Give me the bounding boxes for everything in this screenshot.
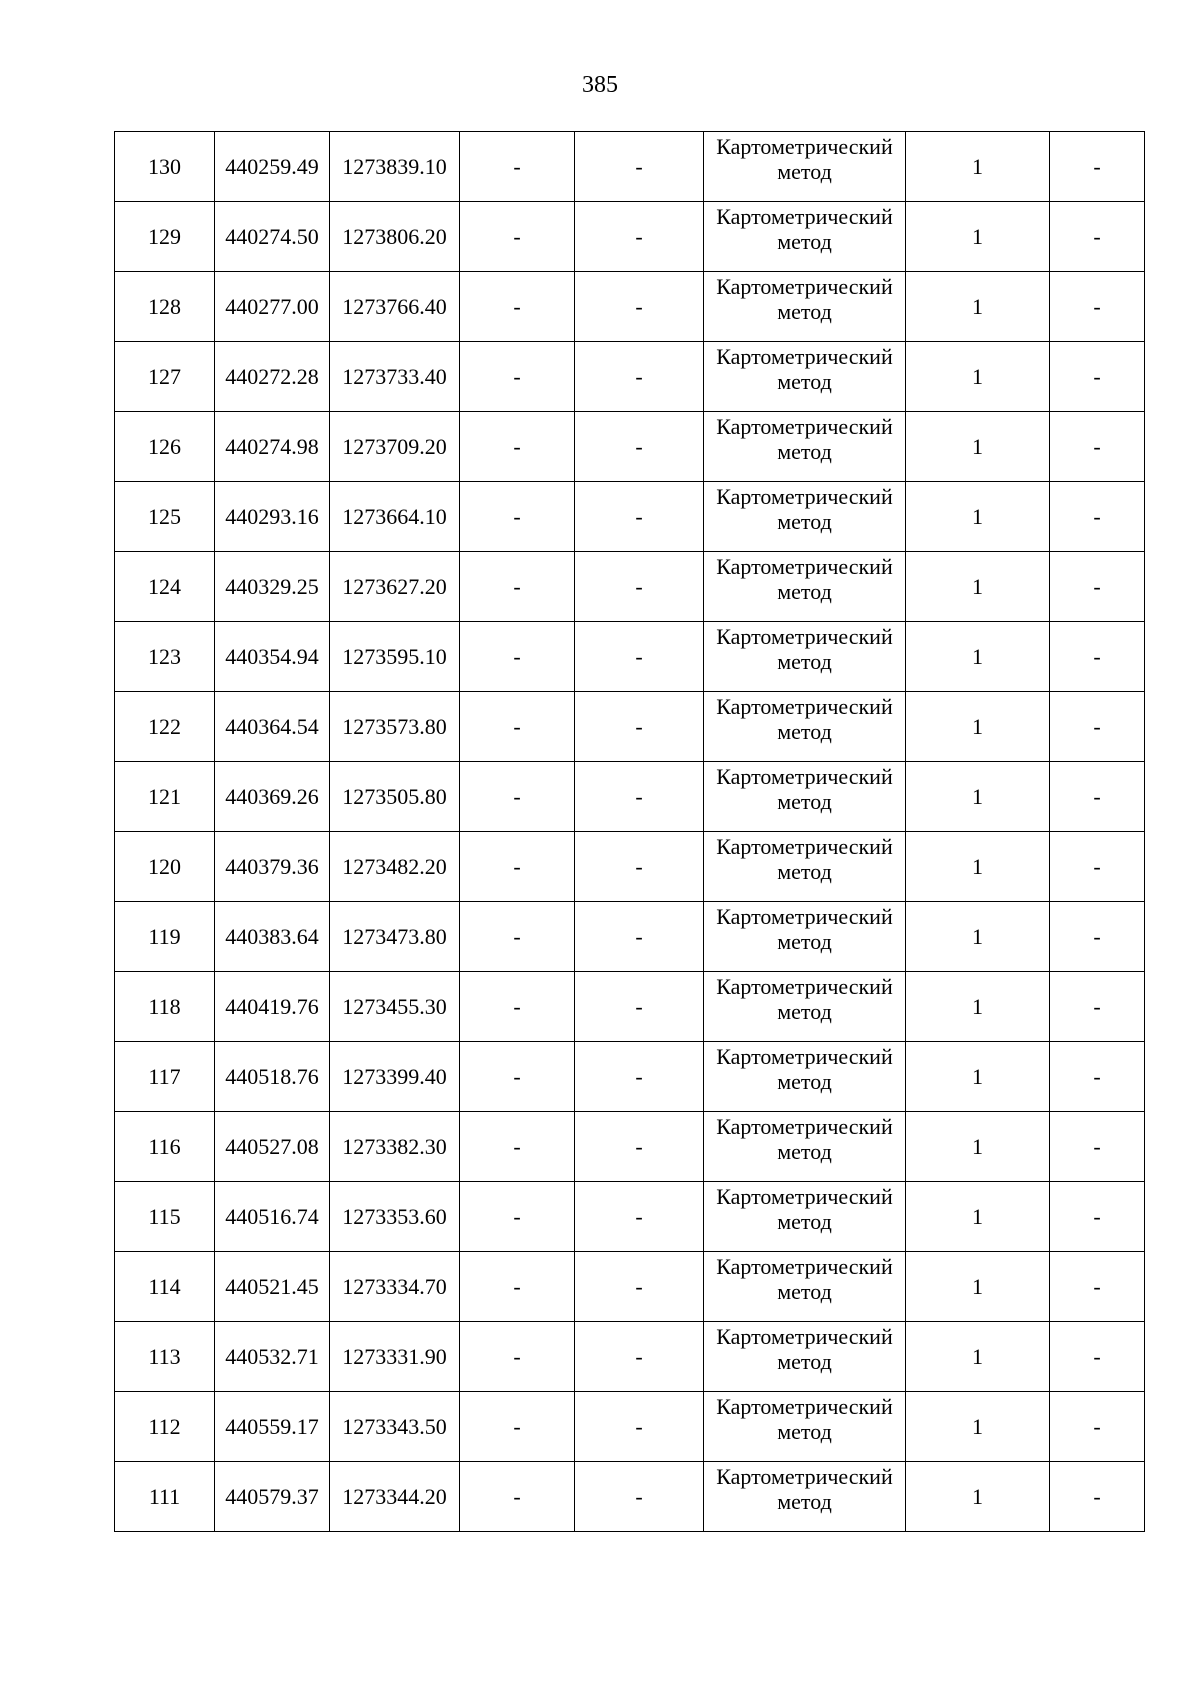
method-line-2: метод [777, 719, 832, 744]
column-5-cell: - [575, 1042, 704, 1112]
x-coordinate-cell: 440272.28 [215, 342, 330, 412]
method-cell [704, 1112, 906, 1182]
column-8-cell: - [1050, 1042, 1145, 1112]
method-cell [704, 902, 906, 972]
column-8-cell: - [1050, 1252, 1145, 1322]
method-line-1: Картометрический [716, 694, 893, 719]
method-cell [704, 1182, 906, 1252]
method-line-2: метод [777, 579, 832, 604]
y-coordinate-cell: 1273733.40 [330, 342, 460, 412]
column-5-cell: - [575, 1392, 704, 1462]
column-8-cell: - [1050, 1112, 1145, 1182]
method-line-1: Картометрический [716, 134, 893, 159]
column-4-cell: - [460, 972, 575, 1042]
method-line-1: Картометрический [716, 1114, 893, 1139]
method-line-2: метод [777, 1349, 832, 1374]
column-8-cell: - [1050, 1462, 1145, 1532]
column-5-cell: - [575, 972, 704, 1042]
column-8-cell: - [1050, 552, 1145, 622]
method-line-1: Картометрический [716, 1184, 893, 1209]
method-line-2: метод [777, 1139, 832, 1164]
column-5-cell: - [575, 692, 704, 762]
column-8-cell: - [1050, 132, 1145, 202]
x-coordinate-cell: 440329.25 [215, 552, 330, 622]
point-number-cell: 126 [115, 412, 215, 482]
method-line-2: метод [777, 439, 832, 464]
point-number-cell: 113 [115, 1322, 215, 1392]
point-number-cell: 116 [115, 1112, 215, 1182]
method-cell [704, 202, 906, 272]
method-line-1: Картометрический [716, 974, 893, 999]
method-cell [704, 1322, 906, 1392]
column-4-cell: - [460, 272, 575, 342]
column-5-cell: - [575, 1252, 704, 1322]
x-coordinate-cell: 440277.00 [215, 272, 330, 342]
method-cell [704, 272, 906, 342]
method-line-1: Картометрический [716, 344, 893, 369]
method-cell [704, 1462, 906, 1532]
column-4-cell: - [460, 482, 575, 552]
table-row [115, 482, 1145, 552]
column-5-cell: - [575, 1182, 704, 1252]
coordinates-table [114, 131, 1145, 1532]
column-7-cell: 1 [906, 202, 1050, 272]
y-coordinate-cell: 1273573.80 [330, 692, 460, 762]
table-row [115, 412, 1145, 482]
column-5-cell: - [575, 132, 704, 202]
x-coordinate-cell: 440259.49 [215, 132, 330, 202]
y-coordinate-cell: 1273353.60 [330, 1182, 460, 1252]
point-number-cell: 124 [115, 552, 215, 622]
table-row [115, 1252, 1145, 1322]
column-7-cell: 1 [906, 1042, 1050, 1112]
column-4-cell: - [460, 342, 575, 412]
column-7-cell: 1 [906, 1252, 1050, 1322]
column-7-cell: 1 [906, 762, 1050, 832]
column-7-cell: 1 [906, 342, 1050, 412]
column-7-cell: 1 [906, 1112, 1050, 1182]
column-5-cell: - [575, 202, 704, 272]
column-7-cell: 1 [906, 972, 1050, 1042]
point-number-cell: 127 [115, 342, 215, 412]
point-number-cell: 128 [115, 272, 215, 342]
column-5-cell: - [575, 482, 704, 552]
method-line-1: Картометрический [716, 1464, 893, 1489]
method-line-2: метод [777, 369, 832, 394]
column-8-cell: - [1050, 972, 1145, 1042]
table-row [115, 1182, 1145, 1252]
method-cell [704, 342, 906, 412]
method-line-1: Картометрический [716, 1324, 893, 1349]
table-row [115, 762, 1145, 832]
y-coordinate-cell: 1273473.80 [330, 902, 460, 972]
method-line-2: метод [777, 299, 832, 324]
point-number-cell: 130 [115, 132, 215, 202]
column-4-cell: - [460, 692, 575, 762]
method-line-2: метод [777, 509, 832, 534]
column-4-cell: - [460, 1462, 575, 1532]
point-number-cell: 123 [115, 622, 215, 692]
column-5-cell: - [575, 1462, 704, 1532]
method-cell [704, 1252, 906, 1322]
column-4-cell: - [460, 202, 575, 272]
column-4-cell: - [460, 1392, 575, 1462]
point-number-cell: 121 [115, 762, 215, 832]
column-8-cell: - [1050, 762, 1145, 832]
method-cell [704, 1042, 906, 1112]
column-7-cell: 1 [906, 552, 1050, 622]
column-5-cell: - [575, 832, 704, 902]
column-4-cell: - [460, 1042, 575, 1112]
column-5-cell: - [575, 552, 704, 622]
column-7-cell: 1 [906, 622, 1050, 692]
table-row [115, 1112, 1145, 1182]
page-number: 385 [582, 72, 618, 98]
table-row [115, 552, 1145, 622]
method-line-1: Картометрический [716, 624, 893, 649]
point-number-cell: 120 [115, 832, 215, 902]
y-coordinate-cell: 1273482.20 [330, 832, 460, 902]
method-line-2: метод [777, 859, 832, 884]
table-row [115, 272, 1145, 342]
column-5-cell: - [575, 412, 704, 482]
x-coordinate-cell: 440527.08 [215, 1112, 330, 1182]
method-line-1: Картометрический [716, 904, 893, 929]
point-number-cell: 112 [115, 1392, 215, 1462]
column-8-cell: - [1050, 412, 1145, 482]
x-coordinate-cell: 440274.50 [215, 202, 330, 272]
y-coordinate-cell: 1273806.20 [330, 202, 460, 272]
y-coordinate-cell: 1273455.30 [330, 972, 460, 1042]
method-cell [704, 482, 906, 552]
table-row [115, 1462, 1145, 1532]
point-number-cell: 122 [115, 692, 215, 762]
column-5-cell: - [575, 342, 704, 412]
table-row [115, 202, 1145, 272]
x-coordinate-cell: 440419.76 [215, 972, 330, 1042]
method-line-1: Картометрический [716, 1394, 893, 1419]
column-7-cell: 1 [906, 1182, 1050, 1252]
column-5-cell: - [575, 1322, 704, 1392]
column-4-cell: - [460, 132, 575, 202]
method-cell [704, 1392, 906, 1462]
x-coordinate-cell: 440364.54 [215, 692, 330, 762]
column-8-cell: - [1050, 902, 1145, 972]
table-row [115, 1042, 1145, 1112]
column-7-cell: 1 [906, 272, 1050, 342]
method-line-2: метод [777, 159, 832, 184]
y-coordinate-cell: 1273595.10 [330, 622, 460, 692]
column-8-cell: - [1050, 1182, 1145, 1252]
column-4-cell: - [460, 1252, 575, 1322]
column-7-cell: 1 [906, 692, 1050, 762]
table-row [115, 132, 1145, 202]
point-number-cell: 111 [115, 1462, 215, 1532]
method-line-2: метод [777, 1209, 832, 1234]
column-7-cell: 1 [906, 412, 1050, 482]
point-number-cell: 125 [115, 482, 215, 552]
method-cell [704, 832, 906, 902]
y-coordinate-cell: 1273627.20 [330, 552, 460, 622]
y-coordinate-cell: 1273664.10 [330, 482, 460, 552]
column-7-cell: 1 [906, 1462, 1050, 1532]
x-coordinate-cell: 440521.45 [215, 1252, 330, 1322]
column-8-cell: - [1050, 1322, 1145, 1392]
y-coordinate-cell: 1273344.20 [330, 1462, 460, 1532]
table-row [115, 832, 1145, 902]
method-line-2: метод [777, 1419, 832, 1444]
column-7-cell: 1 [906, 132, 1050, 202]
column-5-cell: - [575, 272, 704, 342]
column-8-cell: - [1050, 832, 1145, 902]
method-line-1: Картометрический [716, 834, 893, 859]
table-body [115, 132, 1145, 1532]
x-coordinate-cell: 440518.76 [215, 1042, 330, 1112]
point-number-cell: 117 [115, 1042, 215, 1112]
method-cell [704, 412, 906, 482]
method-cell [704, 972, 906, 1042]
column-8-cell: - [1050, 342, 1145, 412]
column-8-cell: - [1050, 202, 1145, 272]
x-coordinate-cell: 440559.17 [215, 1392, 330, 1462]
table-row [115, 1392, 1145, 1462]
method-cell [704, 132, 906, 202]
method-line-2: метод [777, 929, 832, 954]
method-cell [704, 622, 906, 692]
column-4-cell: - [460, 412, 575, 482]
x-coordinate-cell: 440579.37 [215, 1462, 330, 1532]
column-7-cell: 1 [906, 1392, 1050, 1462]
method-line-2: метод [777, 229, 832, 254]
table-row [115, 692, 1145, 762]
column-8-cell: - [1050, 692, 1145, 762]
column-7-cell: 1 [906, 1322, 1050, 1392]
x-coordinate-cell: 440379.36 [215, 832, 330, 902]
column-4-cell: - [460, 1182, 575, 1252]
method-line-1: Картометрический [716, 554, 893, 579]
method-line-2: метод [777, 649, 832, 674]
column-8-cell: - [1050, 1392, 1145, 1462]
column-4-cell: - [460, 1322, 575, 1392]
y-coordinate-cell: 1273343.50 [330, 1392, 460, 1462]
column-4-cell: - [460, 832, 575, 902]
column-5-cell: - [575, 902, 704, 972]
x-coordinate-cell: 440274.98 [215, 412, 330, 482]
point-number-cell: 118 [115, 972, 215, 1042]
x-coordinate-cell: 440532.71 [215, 1322, 330, 1392]
x-coordinate-cell: 440369.26 [215, 762, 330, 832]
method-line-2: метод [777, 1069, 832, 1094]
method-cell [704, 552, 906, 622]
column-7-cell: 1 [906, 832, 1050, 902]
column-4-cell: - [460, 622, 575, 692]
method-line-2: метод [777, 789, 832, 814]
column-4-cell: - [460, 902, 575, 972]
method-line-1: Картометрический [716, 1254, 893, 1279]
column-8-cell: - [1050, 622, 1145, 692]
x-coordinate-cell: 440354.94 [215, 622, 330, 692]
column-8-cell: - [1050, 272, 1145, 342]
x-coordinate-cell: 440293.16 [215, 482, 330, 552]
table-row [115, 1322, 1145, 1392]
table-row [115, 342, 1145, 412]
y-coordinate-cell: 1273382.30 [330, 1112, 460, 1182]
column-5-cell: - [575, 622, 704, 692]
column-7-cell: 1 [906, 902, 1050, 972]
table-row [115, 972, 1145, 1042]
point-number-cell: 115 [115, 1182, 215, 1252]
y-coordinate-cell: 1273839.10 [330, 132, 460, 202]
method-cell [704, 692, 906, 762]
column-4-cell: - [460, 762, 575, 832]
y-coordinate-cell: 1273334.70 [330, 1252, 460, 1322]
method-line-1: Картометрический [716, 764, 893, 789]
method-cell [704, 762, 906, 832]
point-number-cell: 114 [115, 1252, 215, 1322]
column-7-cell: 1 [906, 482, 1050, 552]
column-4-cell: - [460, 552, 575, 622]
y-coordinate-cell: 1273766.40 [330, 272, 460, 342]
point-number-cell: 119 [115, 902, 215, 972]
method-line-1: Картометрический [716, 484, 893, 509]
table-row [115, 902, 1145, 972]
x-coordinate-cell: 440516.74 [215, 1182, 330, 1252]
table-row [115, 622, 1145, 692]
method-line-1: Картометрический [716, 1044, 893, 1069]
method-line-2: метод [777, 1489, 832, 1514]
method-line-1: Картометрический [716, 414, 893, 439]
column-5-cell: - [575, 1112, 704, 1182]
method-line-1: Картометрический [716, 204, 893, 229]
x-coordinate-cell: 440383.64 [215, 902, 330, 972]
method-line-1: Картометрический [716, 274, 893, 299]
y-coordinate-cell: 1273709.20 [330, 412, 460, 482]
y-coordinate-cell: 1273399.40 [330, 1042, 460, 1112]
method-line-2: метод [777, 999, 832, 1024]
column-8-cell: - [1050, 482, 1145, 552]
method-line-2: метод [777, 1279, 832, 1304]
point-number-cell: 129 [115, 202, 215, 272]
column-4-cell: - [460, 1112, 575, 1182]
y-coordinate-cell: 1273331.90 [330, 1322, 460, 1392]
column-5-cell: - [575, 762, 704, 832]
y-coordinate-cell: 1273505.80 [330, 762, 460, 832]
